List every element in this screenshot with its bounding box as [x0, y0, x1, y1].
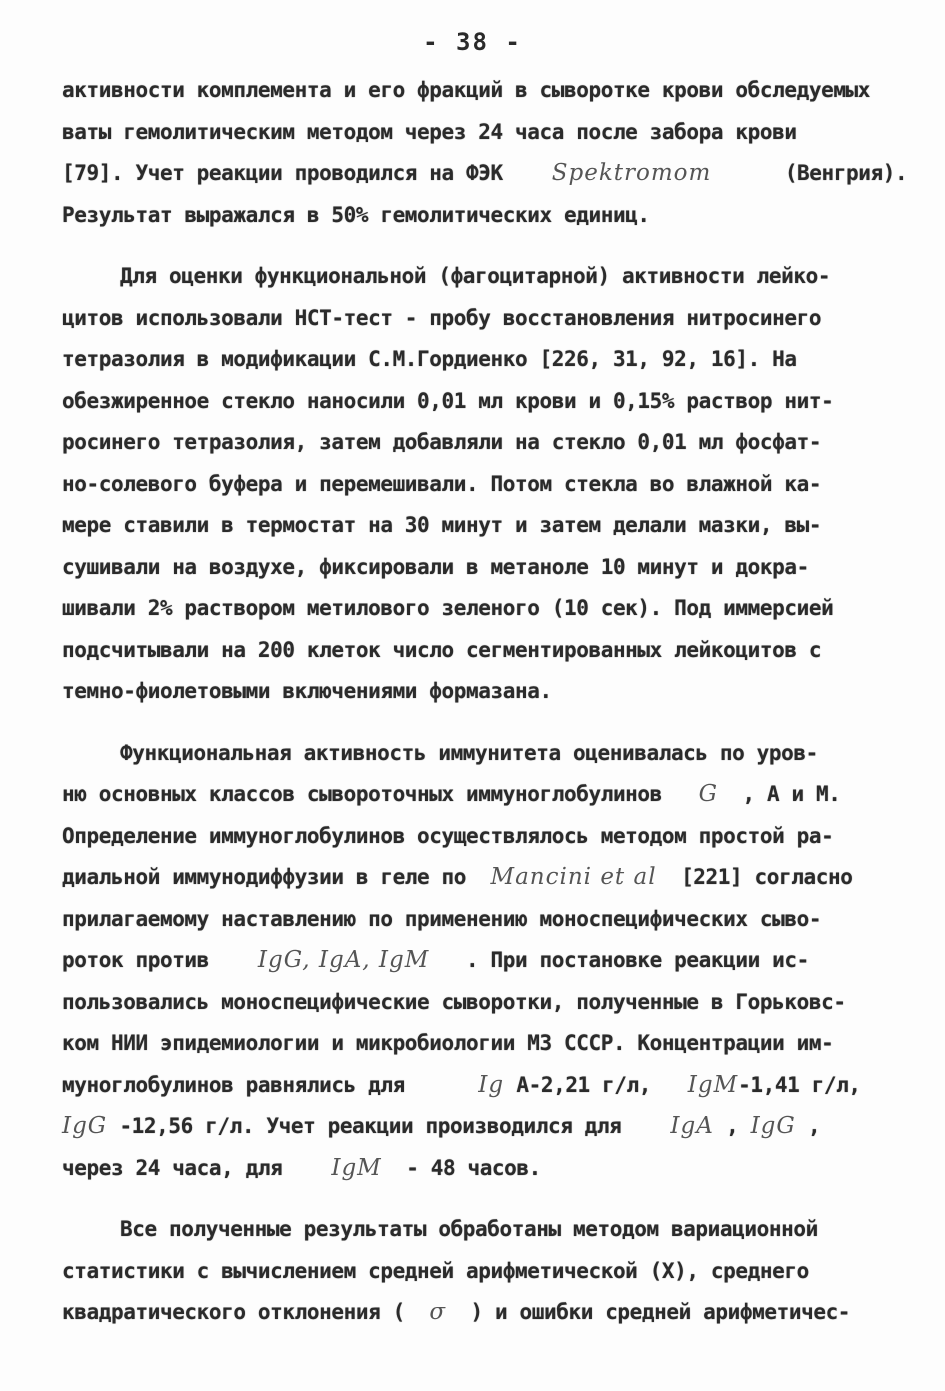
- text-line: [62, 857, 892, 899]
- text-line: пользовались моноспецифические сыворотки, полученные в Горьковс-: [62, 989, 846, 1014]
- handwritten-word: IgM: [687, 1071, 739, 1098]
- handwritten-symbol: G: [698, 781, 719, 807]
- text-fragment: муноглобулинов равнялись для: [62, 1072, 405, 1097]
- text-line: обезжиренное стекло наносили 0,01 мл крови и 0,15% раствор нит-: [62, 388, 834, 413]
- handwritten-word: Ig: [478, 1071, 505, 1098]
- text-line: Определение иммуноглобулинов осуществлялось методом простой ра-: [62, 823, 834, 848]
- paragraph-gap: [62, 1189, 892, 1209]
- text-fragment: ,: [726, 1114, 739, 1138]
- text-line: ваты гемолитическим методом через 24 часа после забора крови: [62, 119, 797, 144]
- text-line: шивали 2% раствором метилового зеленого (10 сек). Под иммерсией: [62, 596, 834, 620]
- text-line: [62, 1148, 892, 1190]
- text-line: ком НИИ эпидемиологии и микробиологии МЗ СССР. Концентрации им-: [62, 1031, 834, 1055]
- handwritten-word: IgM: [331, 1154, 382, 1181]
- text-fragment: ,: [808, 1114, 821, 1138]
- text-line: [62, 153, 908, 195]
- text-line: сушивали на воздухе, фиксировали в метаноле 10 минут и докра-: [62, 554, 809, 579]
- text-line: Функциональная активность иммунитета оценивалась по уров-: [120, 740, 818, 765]
- handwritten-word: Mancini et al: [490, 864, 657, 890]
- paragraph-gap: [62, 713, 892, 733]
- handwritten-word: IgG: [62, 1113, 108, 1139]
- text-fragment: А-2,21 г/л,: [516, 1072, 652, 1097]
- body-text: [62, 70, 908, 1334]
- text-line: тетразолия в модификации С.М.Гордиенко [226, 31, 92, 16]. На: [62, 347, 797, 371]
- text-line: [62, 1065, 892, 1107]
- text-fragment: ) и ошибки средней арифметичес-: [470, 1300, 851, 1324]
- handwritten-word: Spektromom: [551, 160, 712, 186]
- handwritten-word: IgG: [750, 1113, 796, 1139]
- page-number: - 38 -: [423, 28, 522, 56]
- text-fragment: квадратического отклонения (: [62, 1300, 405, 1324]
- text-fragment: роток против: [62, 948, 209, 972]
- text-fragment: [79]. Учет реакции проводился на ФЭК: [62, 161, 503, 185]
- text-line: [62, 940, 892, 982]
- text-fragment: [221] согласно: [681, 865, 853, 889]
- text-fragment: . При постановке реакции ис-: [466, 948, 809, 972]
- text-fragment: -1,41 г/л,: [738, 1072, 861, 1097]
- text-line: [62, 1106, 892, 1148]
- text-fragment: ню основных классов сывороточных иммуноглобулинов: [62, 782, 662, 806]
- text-fragment: (Венгрия).: [784, 161, 908, 185]
- text-line: Все полученные результаты обработаны методом вариационной: [120, 1217, 818, 1241]
- text-line: активности комплемента и его фракций в сыворотке крови обследуемых: [62, 78, 871, 102]
- handwritten-symbol: σ: [429, 1299, 447, 1325]
- text-fragment: -12,56 г/л. Учет реакции производился для: [119, 1114, 622, 1138]
- text-line: [62, 774, 892, 816]
- text-line: росинего тетразолия, затем добавляли на стекло 0,01 мл фосфат-: [62, 430, 822, 454]
- text-line: Результат выражался в 50% гемолитических единиц.: [62, 202, 650, 227]
- text-fragment: , А и М.: [742, 782, 841, 806]
- text-fragment: через 24 часа, для: [62, 1155, 283, 1180]
- text-line: [62, 1292, 892, 1334]
- text-line: темно-фиолетовыми включениями формазана.: [62, 679, 552, 703]
- text-line: цитов использовали НСТ-тест - пробу восстановления нитросинего: [62, 305, 822, 330]
- text-line: мере ставили в термостат на 30 минут и затем делали мазки, вы-: [62, 513, 822, 537]
- handwritten-word: IgA: [670, 1113, 714, 1139]
- text-fragment: диальной иммунодиффузии в геле по: [62, 865, 467, 889]
- text-fragment: - 48 часов.: [406, 1155, 541, 1180]
- text-line: прилагаемому наставлению по применению моноспецифических сыво-: [62, 906, 822, 931]
- text-line: Для оценки функциональной (фагоцитарной) активности лейко-: [120, 264, 831, 288]
- text-line: подсчитывали на 200 клеток число сегментированных лейкоцитов с: [62, 637, 822, 662]
- handwritten-word: IgG, IgA, IgM: [257, 947, 430, 973]
- text-line: статистики с вычислением средней арифметической (X), среднего: [62, 1258, 809, 1283]
- text-line: но-солевого буфера и перемешивали. Потом стекла во влажной ка-: [62, 471, 822, 496]
- paragraph-gap: [62, 236, 892, 256]
